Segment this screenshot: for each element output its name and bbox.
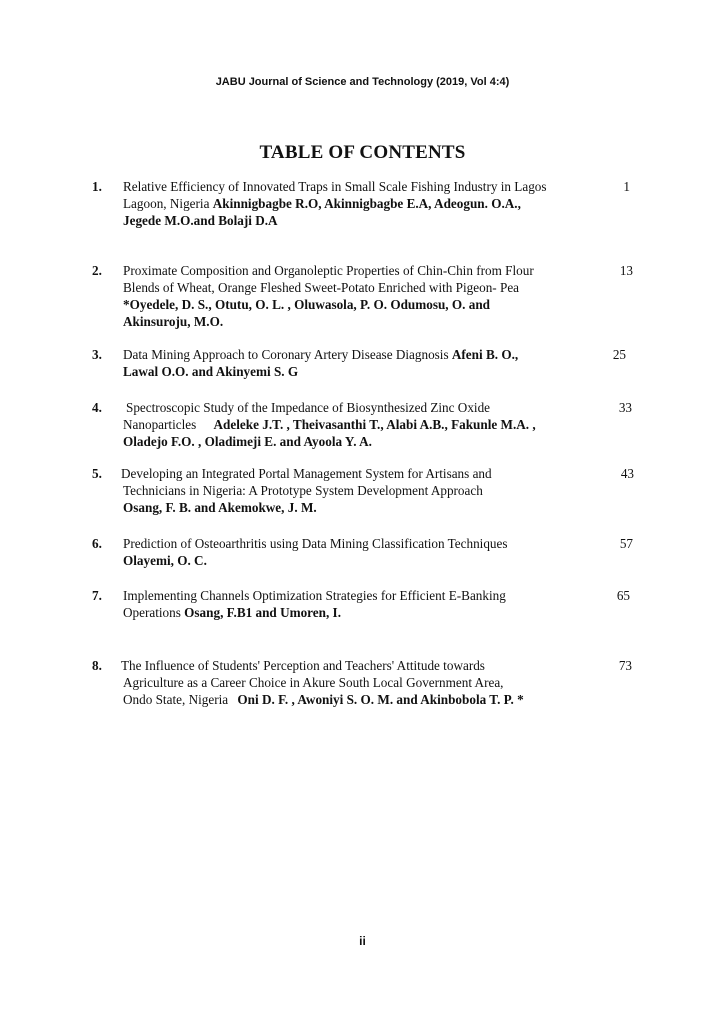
entry-page-number: 25 [612,347,626,362]
entry-number: 4. [92,400,102,415]
entry-number: 5. [92,466,102,481]
entry-authors: *Oyedele, D. S., Otutu, O. L. , Oluwasola, P. O. Odumosu, O. and [123,297,490,312]
entry-title-line: Implementing Channels Optimization Strategies for Efficient E-Banking [123,588,506,603]
entry-page-number: 13 [619,263,633,278]
entry-number: 2. [92,263,102,278]
entry-body [123,587,605,621]
entry-title-fragment: Operations [123,605,185,620]
entry-title-line: Proximate Composition and Organoleptic Properties of Chin-Chin from Flour [123,263,534,278]
entry-title-fragment: Data Mining Approach to Coronary Artery Disease Diagnosis [123,347,452,362]
entry-body [123,399,605,450]
entry-title-line: The Influence of Students' Perception and Teachers' Attitude towards [121,658,485,673]
entry-title-line [123,346,605,363]
entry-authors: Akinnigbagbe R.O, Akinnigbagbe E.A, Adeogun. O.A., [212,196,521,211]
entry-title-line: Relative Efficiency of Innovated Traps in Small Scale Fishing Industry in Lagos [123,179,547,194]
entry-body [123,535,605,569]
entry-title-line [121,691,603,708]
entry-page-number: 1 [623,179,630,194]
entry-title-line: Spectroscopic Study of the Impedance of Biosynthesized Zinc Oxide [126,400,491,415]
entry-body [121,465,603,516]
entry-title-line: Technicians in Nigeria: A Prototype System Development Approach [123,483,483,498]
entry-number: 1. [92,179,102,194]
entry-body [123,346,605,380]
entry-number: 7. [92,588,102,603]
entry-title-line [123,195,605,212]
entry-authors: Jegede M.O.and Bolaji D.A [123,213,278,228]
entry-page-number: 33 [618,400,632,415]
entry-title-line [123,416,605,433]
journal-header: JABU Journal of Science and Technology (2019, Vol 4:4) [215,76,510,88]
page-number-footer: ii [359,934,366,948]
entry-title-fragment: Lagoon, Nigeria [123,196,213,211]
entry-authors: Osang, F.B1 and Umoren, I. [184,605,341,620]
entry-page-number: 57 [619,536,633,551]
entry-authors: Oladejo F.O. , Oladimeji E. and Ayoola Y. A. [123,434,372,449]
entry-body [123,262,605,330]
entry-title-line [123,604,605,621]
entry-authors: Afeni B. O., [451,347,519,362]
page-title: TABLE OF CONTENTS [259,142,466,163]
entry-title-line: Blends of Wheat, Orange Fleshed Sweet-Potato Enriched with Pigeon- Pea [123,280,520,295]
entry-body [121,657,603,708]
entry-authors: Oni D. F. , Awoniyi S. O. M. and Akinbobola T. P. * [237,692,524,707]
entry-number: 3. [92,347,102,362]
entry-number: 8. [92,658,102,673]
entry-title-line: Agriculture as a Career Choice in Akure South Local Government Area, [123,675,504,690]
entry-page-number: 43 [620,466,634,481]
entry-page-number: 65 [616,588,630,603]
entry-title-line: Developing an Integrated Portal Management System for Artisans and [121,466,492,481]
entry-title-line: Prediction of Osteoarthritis using Data Mining Classification Techniques [123,536,508,551]
entry-authors: Adeleke J.T. , Theivasanthi T., Alabi A.B., Fakunle M.A. , [213,417,536,432]
entry-authors: Olayemi, O. C. [123,553,207,568]
entry-authors: Akinsuroju, M.O. [123,314,224,329]
entry-title-fragment: Ondo State, Nigeria [123,692,232,707]
entry-body [123,178,605,229]
entry-number: 6. [92,536,102,551]
entry-title-fragment: Nanoparticles [123,417,200,432]
entry-page-number: 73 [618,658,632,673]
entry-authors: Lawal O.O. and Akinyemi S. G [123,364,299,379]
entry-authors: Osang, F. B. and Akemokwe, J. M. [123,500,317,515]
